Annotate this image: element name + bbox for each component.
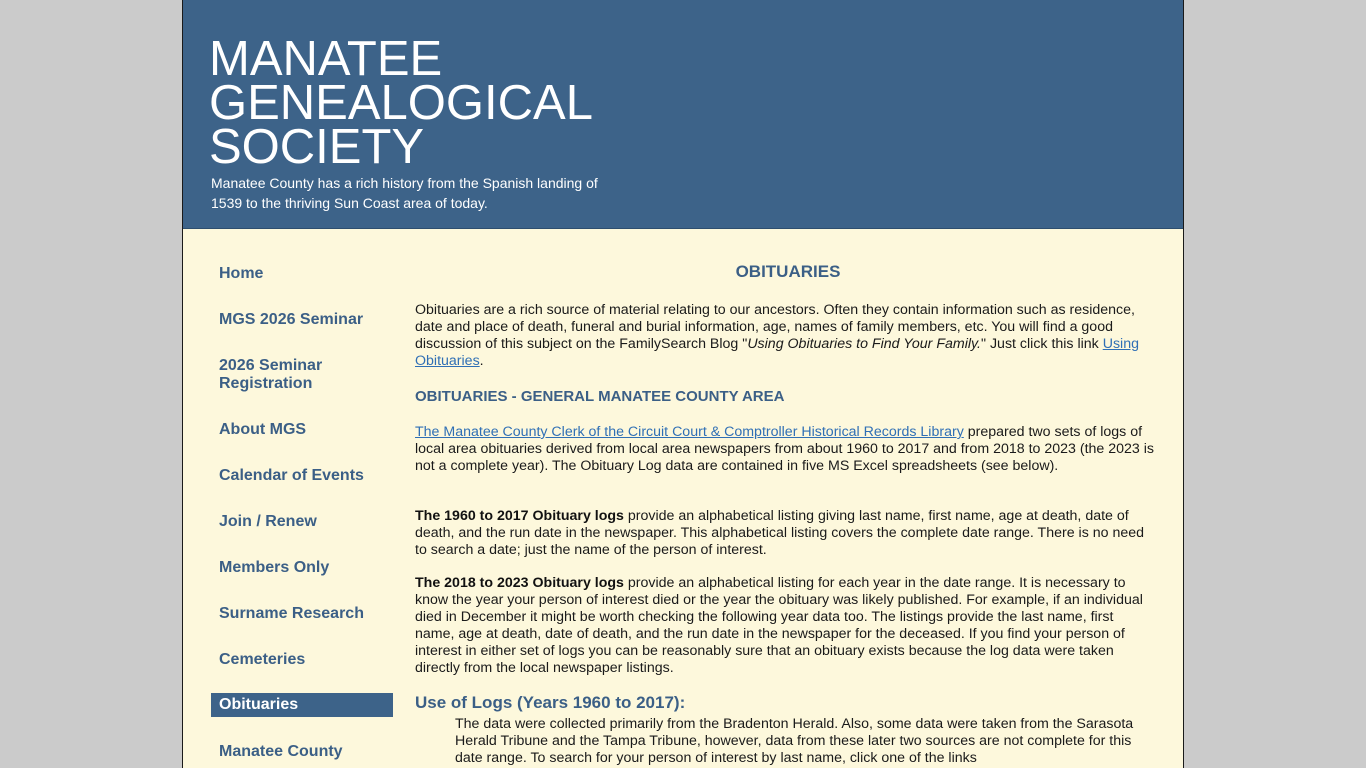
intro-text-2: " Just click this link	[980, 336, 1103, 352]
logs-1960-text: provide an alphabetical listing giving last name, first name, age at death, date of death, and the run date in the newspaper. This alphabetical listing covers the complete date range. There is no need to search a date; just the name of the person of interest.	[415, 508, 1145, 558]
section-heading: OBITUARIES - GENERAL MANATEE COUNTY AREA	[415, 388, 785, 405]
logs-2018-label: The 2018 to 2023 Obituary logs	[415, 575, 624, 591]
clerk-records-library-link[interactable]: The Manatee County Clerk of the Circuit Court & Comptroller Historical Records Library	[415, 424, 964, 440]
sidebar-item-home[interactable]: Home	[219, 265, 264, 282]
use-of-logs-text: The data were collected primarily from the Bradenton Herald. Also, some data were taken from the Sarasota Herald Tribune and the Tampa Tribune, however, data from these later two sources are not complete for this date range. To search for your person of interest by last name, click one of the links	[455, 716, 1134, 766]
logs-1960-paragraph	[415, 508, 1155, 559]
sidebar-item-cemeteries[interactable]: Cemeteries	[219, 651, 306, 668]
using-obituaries-link[interactable]: Using Obituaries	[415, 336, 1139, 369]
logs-1960-label: The 1960 to 2017 Obituary logs	[415, 508, 624, 524]
clerk-text: prepared two sets of logs of local area obituaries derived from local area newspapers from about 1960 to 2017 and from 2018 to 2023 (the 2023 is not a complete year). The Obituary Log data are contained in five MS Excel spreadsheets (see below).	[415, 424, 1154, 474]
logs-2018-text: provide an alphabetical listing for each year in the date range. It is necessary to know the year your person of interest died or the year the obituary was likely published. For example, if an individual died in December it might be worth checking the following year data too. The listings provide the last name, first name, age at death, date of death, and the run date in the newspaper for the deceased. If you find your person of interest in either set of logs you can be reasonably sure that an obituary exists because the log data were taken directly from the local newspaper listings.	[415, 575, 1143, 676]
intro-paragraph	[415, 302, 1155, 370]
site-title-line: MANATEE	[209, 32, 443, 86]
sidebar-item-mgs-2026-seminar[interactable]: MGS 2026 Seminar	[219, 311, 364, 328]
site-tagline: Manatee County has a rich history from the Spanish landing of 1539 to the thriving Sun Coast area of today.	[211, 175, 598, 211]
site-title-line: GENEALOGICAL	[209, 76, 593, 130]
sidebar-item-manatee-county[interactable]: Manatee County	[219, 743, 343, 760]
page-title: OBITUARIES	[735, 262, 841, 281]
sidebar-item-obituaries[interactable]: Obituaries	[211, 693, 393, 717]
intro-text: Obituaries are a rich source of material relating to our ancestors. Often they contain information such as residence, date and place of death, funeral and burial information, age, names of family members, etc. You will find a good discussion of this subject on the FamilySearch Blog "	[415, 302, 1135, 352]
sidebar-item-about-mgs[interactable]: About MGS	[219, 421, 307, 438]
sidebar-item-join-renew[interactable]: Join / Renew	[219, 513, 317, 530]
site-title-line: SOCIETY	[209, 120, 425, 174]
sidebar-item-seminar-registration[interactable]: 2026 Seminar Registration	[219, 357, 323, 392]
use-of-logs-heading: Use of Logs (Years 1960 to 2017):	[415, 693, 686, 712]
site-header	[183, 0, 1183, 229]
clerk-paragraph	[415, 424, 1155, 475]
sidebar-item-surname-research[interactable]: Surname Research	[219, 605, 364, 622]
sidebar-item-members-only[interactable]: Members Only	[219, 559, 330, 576]
blog-title: Using Obituaries to Find Your Family.	[747, 336, 981, 352]
page-container	[182, 0, 1184, 768]
logs-2018-paragraph	[415, 575, 1155, 677]
site-title	[209, 32, 593, 174]
sidebar-item-calendar-of-events[interactable]: Calendar of Events	[219, 467, 364, 484]
intro-text-3: .	[479, 353, 484, 369]
